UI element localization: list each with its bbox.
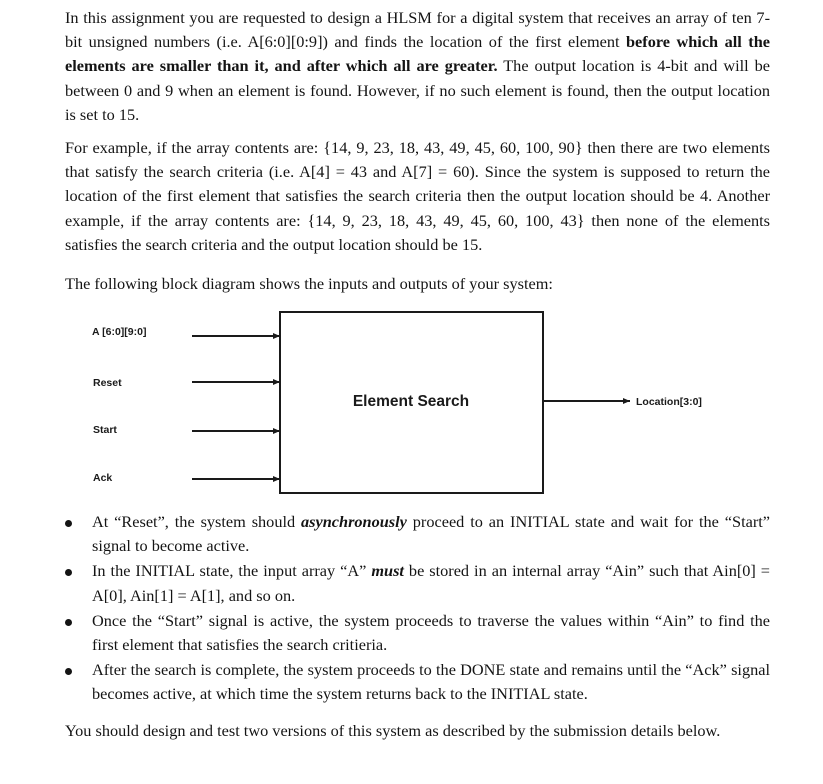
output-label-location: Location[3:0] bbox=[636, 396, 702, 408]
bullet-text: proceed to an INITIAL state and wait for the “Start” signal to become active. bbox=[92, 512, 770, 556]
bullet-text: After the search is complete, the system proceeds to the DONE state and remains until the “Ack” signal becomes active, at which time the system returns back to the INITIAL state. bbox=[92, 660, 770, 704]
emphasis-must: must bbox=[371, 561, 404, 581]
input-label-a: A [6:0][9:0] bbox=[92, 326, 147, 338]
requirements-list bbox=[65, 510, 770, 707]
bullet-dot-icon bbox=[65, 668, 72, 675]
input-label-ack: Ack bbox=[93, 472, 113, 484]
intro-bold-criteria: before which all the elements are smaller than it, and after which all are greater. bbox=[65, 32, 770, 76]
bullet-text: In the INITIAL state, the input array “A” bbox=[92, 561, 372, 581]
list-item bbox=[65, 510, 770, 558]
closing-paragraph: You should design and test two versions of this system as described by the submission details below. bbox=[65, 721, 721, 740]
intro-text-a: In this assignment you are requested to design a HLSM for a digital system that receives an array of ten 7-bit unsigned numbers (i.e. A[6:0][0:9]) and finds the location of the first element bbox=[65, 8, 770, 52]
list-item bbox=[65, 559, 770, 607]
block-label: Element Search bbox=[352, 393, 470, 410]
bullet-dot-icon bbox=[65, 520, 72, 527]
bullet-dot-icon bbox=[65, 569, 72, 576]
bullet-text: At “Reset”, the system should bbox=[92, 512, 302, 531]
intro-text-b: The output location is 4-bit and will be between 0 and 9 when an element is found. However, if no such element is found, then the output location is set to 15. bbox=[65, 56, 770, 124]
list-item bbox=[65, 658, 770, 706]
emphasis-asynchronously: asynchronously bbox=[301, 512, 407, 531]
bullet-text: Once the “Start” signal is active, the system proceeds to traverse the values within “Ain” to find the first element that satisfies the search critieria. bbox=[92, 610, 770, 655]
bullet-text: be stored in an internal array “Ain” such that Ain[0] = A[0], Ain[1] = A[1], and so on. bbox=[92, 561, 770, 605]
input-label-start: Start bbox=[93, 424, 117, 436]
bullet-dot-icon bbox=[65, 619, 72, 626]
input-label-reset: Reset bbox=[93, 377, 122, 389]
example-paragraph: For example, if the array contents are: {14, 9, 23, 18, 43, 49, 45, 60, 100, 90} then there are two elements that satisfy the search criteria (i.e. A[4] = 43 and A[7] = 60). Since the system is supposed to return the location of the first element that satisfies the search criteria then the output location should be 4. Another example, if the array contents are: {14, 9, 23, 18, 43, 49, 45, 60, 100, 43} then none of the elements satisfies the search criteria and the output location should be 15. bbox=[65, 138, 770, 254]
list-item bbox=[65, 609, 770, 657]
diagram-intro-paragraph: The following block diagram shows the inputs and outputs of your system: bbox=[65, 274, 553, 293]
